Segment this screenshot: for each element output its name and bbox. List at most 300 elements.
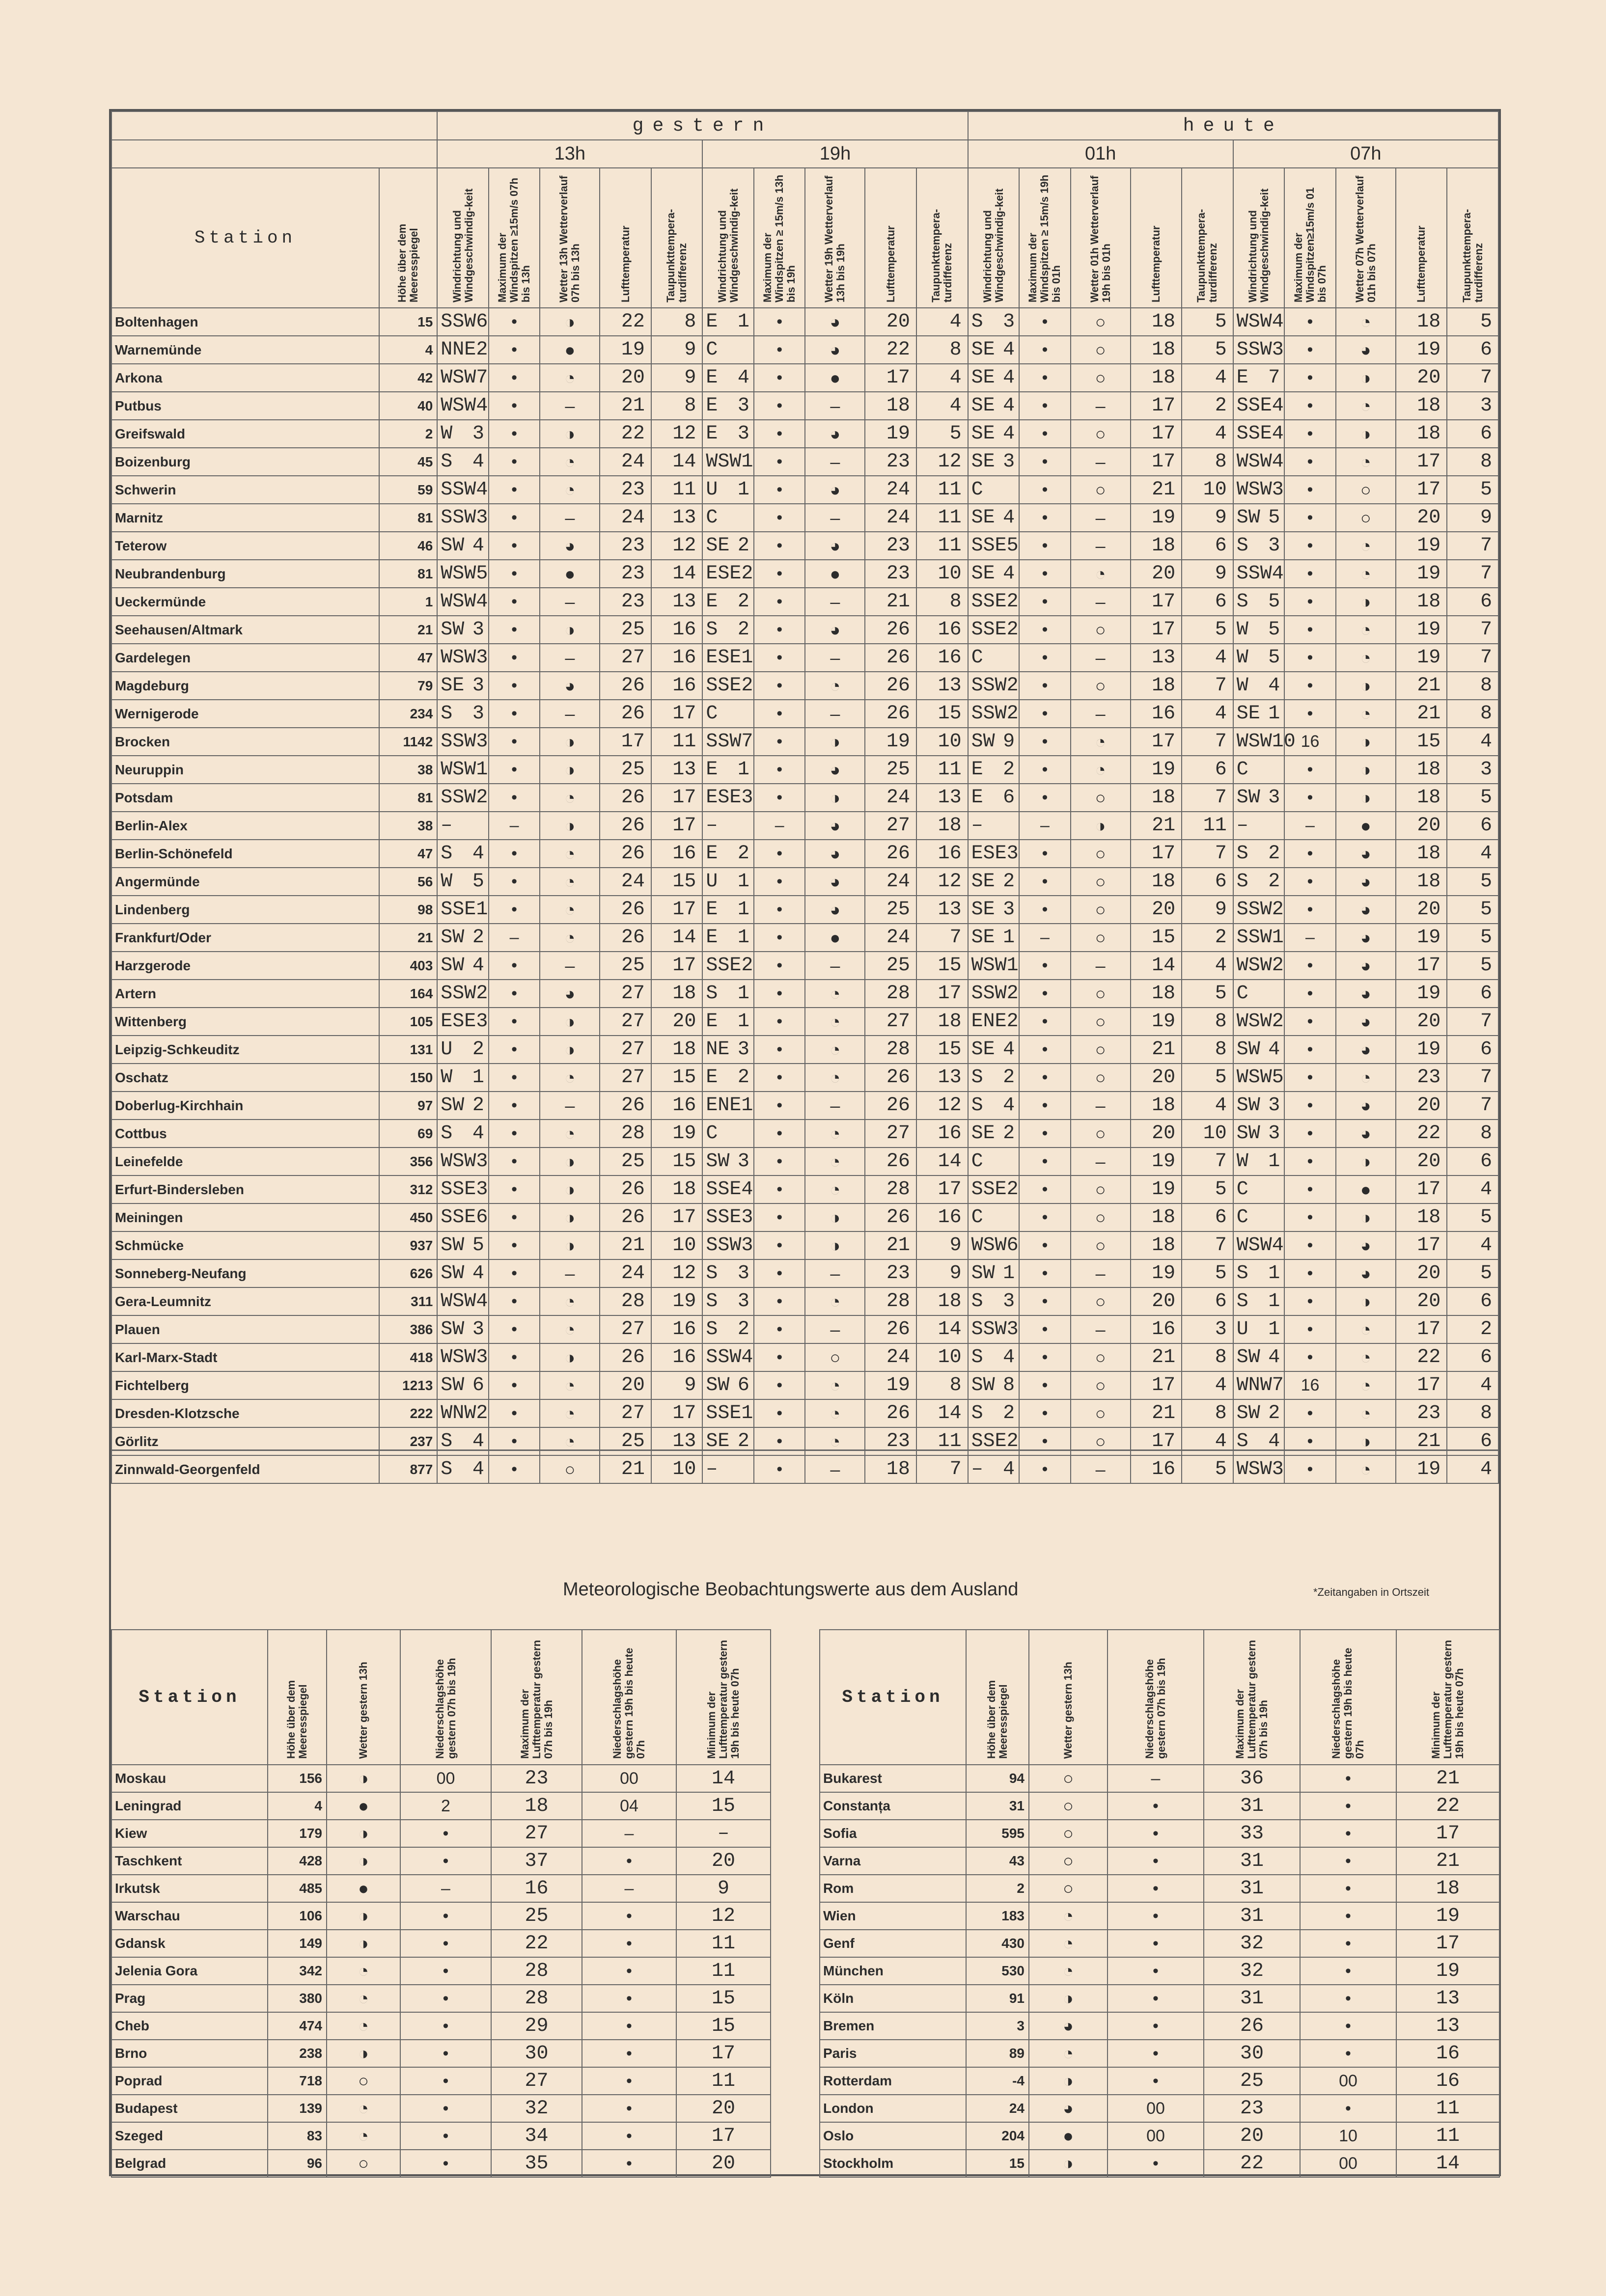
weather-symbol: ○ [1071,1175,1131,1203]
wind-values [703,731,753,753]
wind-speed: 3 [472,619,484,641]
foreign-weather: ● [327,1875,400,1902]
gust-value: • [489,1259,540,1287]
wind-values [703,507,753,529]
wind-direction: SSE [1236,423,1272,445]
foreign-row [820,1765,1499,1792]
col-header-gust07-3 [1284,168,1336,308]
section-divider [111,1449,1499,1451]
wind-values [438,1374,488,1396]
wind-direction: SW [1236,1039,1260,1061]
weather-symbol: ◔ [1336,616,1396,644]
foreign-precip-night: • [1300,1820,1396,1847]
wind-cell [437,840,489,868]
wind-cell [1233,924,1285,952]
station-name: Leinefelde [111,1148,379,1175]
foreign-station: Belgrad [111,2150,268,2177]
wind-values [438,759,488,781]
wind-direction: WSW [1236,955,1272,977]
gust-value: • [489,308,540,336]
wind-cell [702,336,754,364]
foreign-station: Constanța [820,1792,966,1820]
gust-value: • [754,1175,805,1203]
foreign-tmin: 11 [676,2067,771,2095]
dewpoint-difference: 5 [1447,952,1498,980]
wind-cell [437,672,489,700]
wind-values [438,675,488,697]
weather-symbol: ◑ [540,812,600,840]
air-temperature: 28 [865,1175,916,1203]
gust-value: • [1284,756,1336,784]
foreign-station: Jelenia Gora [111,1957,268,1985]
foreign-precip-day: 2 [400,1792,491,1820]
foreign-precip-night: • [1300,1985,1396,2012]
wind-cell [437,980,489,1008]
wind-speed: 4 [1272,563,1284,585]
gust-value: • [1019,896,1071,924]
wind-direction: W [1236,647,1248,669]
air-temperature: 23 [865,448,916,476]
wind-direction: C [971,479,983,501]
weather-symbol: ◕ [805,420,865,448]
air-temperature: 23 [865,1259,916,1287]
air-temperature: 19 [1396,924,1447,952]
foreign-row [111,1792,771,1820]
foreign-row [111,1847,771,1875]
wind-cell [1233,420,1285,448]
gust-value: • [1284,1036,1336,1064]
wind-speed: 1 [737,1011,749,1033]
station-row [111,1231,1498,1259]
weather-symbol: ◔ [1336,308,1396,336]
weather-symbol: ○ [1071,1231,1131,1259]
wind-direction: E [971,787,983,809]
wind-cell [968,1092,1020,1120]
dewpoint-difference: 6 [1447,336,1498,364]
wind-direction: S [706,1262,718,1285]
dewpoint-difference: 5 [1447,784,1498,812]
wind-cell [968,1008,1020,1036]
gust-value: • [1284,1120,1336,1148]
foreign-height: 179 [268,1820,327,1847]
wind-cell [702,1203,754,1231]
wind-direction: S [1236,591,1248,613]
air-temperature: 15 [1131,924,1182,952]
air-temperature: 21 [1131,1343,1182,1371]
col-header-wind-2 [968,168,1020,308]
wind-direction: SW [441,535,465,557]
weather-symbol: ◔ [1336,1315,1396,1343]
gust-value: • [1019,868,1071,896]
wind-cell [968,924,1020,952]
wind-values [1234,1122,1284,1145]
gust-value: • [1019,560,1071,588]
gust-value: • [1019,1427,1071,1455]
col-header-temp-1-text: Lufttemperatur [884,225,897,302]
weather-symbol: ◑ [540,1008,600,1036]
dewpoint-difference: 2 [1182,392,1233,420]
station-name: Arkona [111,364,379,392]
time-13h: 13h [437,140,702,168]
station-row [111,364,1498,392]
dewpoint-difference: 10 [916,728,968,756]
wind-values [969,1290,1019,1312]
foreign-tmin: 11 [1396,2095,1499,2122]
foreign-precip-day: • [400,2150,491,2177]
weather-symbol: ◔ [540,1315,600,1343]
wind-cell [437,504,489,532]
station-height: 15 [379,308,437,336]
air-temperature: 26 [600,1175,651,1203]
foreign-precip-night: • [582,2122,676,2150]
wind-cell [1233,532,1285,560]
wind-values [969,1011,1019,1033]
wind-values [438,1346,488,1368]
wind-direction: SE [971,367,995,389]
weather-symbol: ◔ [540,448,600,476]
air-temperature: 26 [865,840,916,868]
air-temperature: 18 [1396,1203,1447,1231]
gust-value: • [754,308,805,336]
foreign-tmin: 16 [1396,2067,1499,2095]
wind-values [438,703,488,725]
col-header-gust13-0-text: Maximum der Windspitzen ≥15m/s 07h bis 13h [496,177,532,302]
gust-value: • [1284,336,1336,364]
wind-values [1234,619,1284,641]
weather-symbol: ○ [1071,1399,1131,1427]
dewpoint-difference: 16 [651,616,703,644]
foreign-precip-night: • [1300,1765,1396,1792]
col-header-weather19-1 [805,168,865,308]
wind-cell [437,308,489,336]
wind-values [969,451,1019,473]
wind-cell [702,1175,754,1203]
col-header-weather01-2-text: Wetter 01h Wetterverlauf 19h bis 01h [1088,175,1112,302]
station-height: 1 [379,588,437,616]
wind-speed: 2 [1006,591,1019,613]
dewpoint-difference: 8 [916,336,968,364]
wind-speed: 4 [1003,423,1015,445]
wind-cell [702,588,754,616]
station-name: Schmücke [111,1231,379,1259]
wind-speed: 2 [737,535,749,557]
wind-direction: SW [1236,1346,1260,1368]
wind-cell [702,952,754,980]
wind-direction: C [971,1150,983,1173]
dewpoint-difference: 4 [1447,840,1498,868]
wind-speed: 4 [472,1262,484,1285]
wind-direction: SSW [1236,339,1272,361]
air-temperature: 19 [1396,644,1447,672]
wind-direction: E [1236,367,1248,389]
wind-direction: E [706,367,718,389]
foreign-station: Szeged [111,2122,268,2150]
foreign-tmin: 17 [1396,1930,1499,1957]
foreign-tmin: 9 [676,1875,771,1902]
wind-speed: 3 [1003,451,1015,473]
weather-symbol: ◑ [1336,672,1396,700]
weather-symbol: ◔ [805,1036,865,1064]
station-name: Brocken [111,728,379,756]
gust-value: • [1019,644,1071,672]
foreign-tmin: 22 [1396,1792,1499,1820]
wind-values [438,1094,488,1117]
wind-speed: 5 [1268,591,1280,613]
weather-symbol: ◔ [540,1287,600,1315]
gust-value: • [1019,840,1071,868]
foreign-station: Oslo [820,2122,966,2150]
wind-speed: 1 [737,927,749,949]
air-temperature: 24 [865,924,916,952]
wind-values [703,1458,753,1480]
wind-speed: 3 [476,1346,488,1368]
air-temperature: 21 [865,1231,916,1259]
wind-direction: WNW [441,1402,476,1424]
wind-direction: SSW [441,787,476,809]
wind-direction: WSW [441,563,476,585]
wind-direction: SW [1236,1122,1260,1145]
wind-values [1234,479,1284,501]
col-header-wind-1-text: Windrichtung und Windgeschwindig-keit [716,188,740,302]
wind-direction: NE [706,1039,730,1061]
gust-value: • [489,1231,540,1259]
foreign-row [820,1820,1499,1847]
wind-speed: 2 [1006,1430,1019,1452]
wind-speed: 3 [472,423,484,445]
dewpoint-difference: 7 [1182,1148,1233,1175]
wind-values [969,367,1019,389]
wind-direction: W [1236,675,1248,697]
weather-symbol: ○ [1071,1287,1131,1315]
gust-value: • [1019,532,1071,560]
col-header-wind-0 [437,168,489,308]
wind-direction: SE [971,1039,995,1061]
wind-values [438,1066,488,1089]
wind-cell [702,364,754,392]
station-row [111,392,1498,420]
foreign-precip-night: • [582,1957,676,1985]
wind-cell [968,980,1020,1008]
dewpoint-difference: 11 [651,476,703,504]
gust-value: • [754,840,805,868]
foreign-station: Rotterdam [820,2067,966,2095]
gust-value: • [1284,504,1336,532]
gust-value: • [489,1092,540,1120]
weather-symbol: – [805,1259,865,1287]
dewpoint-difference: 5 [1447,1259,1498,1287]
weather-symbol: ◔ [540,1120,600,1148]
weather-symbol: ◕ [805,616,865,644]
weather-symbol: – [540,392,600,420]
wind-direction: S [441,843,453,865]
dewpoint-difference: 13 [651,1427,703,1455]
air-temperature: 18 [1131,364,1182,392]
wind-values [1234,731,1296,753]
weather-symbol: ◕ [1336,896,1396,924]
foreign-precip-day: • [1108,1792,1204,1820]
foreign-precip-night: • [1300,1957,1396,1985]
station-height: 69 [379,1120,437,1148]
foreign-left-header-height-text: Höhe über dem Meeresspiegel [285,1680,309,1759]
weather-symbol: ○ [1071,476,1131,504]
gust-value: • [1019,616,1071,644]
station-row [111,1203,1498,1231]
foreign-height: 2 [966,1875,1029,1902]
foreign-precip-day: • [1108,1930,1204,1957]
foreign-tmin: 17 [1396,1820,1499,1847]
gust-value: • [1019,504,1071,532]
weather-symbol: ○ [1071,1371,1131,1399]
foreign-row [111,2150,771,2177]
col-header-wind-2-text: Windrichtung und Windgeschwindig-keit [981,188,1005,302]
foreign-height: 43 [966,1847,1029,1875]
dewpoint-difference: 5 [1182,308,1233,336]
station-row [111,1008,1498,1036]
weather-symbol: ◕ [1336,1092,1396,1120]
wind-direction: WSW [1236,1066,1272,1089]
gust-value: • [754,1064,805,1092]
wind-values [703,1234,753,1257]
gust-value: • [489,1203,540,1231]
gust-value: • [754,1203,805,1231]
foreign-station: Warschau [111,1902,268,1930]
wind-direction: E [706,843,718,865]
foreign-note: *Zeitangaben in Ortszeit [1313,1586,1430,1598]
gust-value: • [1284,1427,1336,1455]
gust-value: – [489,812,540,840]
station-height: 164 [379,980,437,1008]
station-row [111,868,1498,896]
foreign-height: 342 [268,1957,327,1985]
air-temperature: 22 [865,336,916,364]
col-header-dew-1-text: Taupunkttempera-turdifferenz [930,209,954,302]
weather-symbol: ○ [1071,784,1131,812]
wind-speed: 1 [741,451,753,473]
wind-cell [968,308,1020,336]
col-header-dew-2-text: Taupunkttempera-turdifferenz [1195,209,1219,302]
wind-speed: 2 [741,955,753,977]
wind-direction: SSW [706,1346,742,1368]
station-name: Doberlug-Kirchhain [111,1092,379,1120]
wind-cell [1233,868,1285,896]
wind-direction: C [706,703,718,725]
weather-symbol: ○ [540,1455,600,1483]
wind-speed: 4 [472,1122,484,1145]
station-height: 46 [379,532,437,560]
wind-direction: SW [441,1318,465,1340]
dewpoint-difference: 4 [1182,364,1233,392]
wind-values [1234,1458,1284,1480]
station-name: Magdeburg [111,672,379,700]
weather-symbol: ◑ [1336,1427,1396,1455]
air-temperature: 15 [1396,728,1447,756]
foreign-height: 530 [966,1957,1029,1985]
gust-value: • [489,1120,540,1148]
station-row [111,812,1498,840]
wind-values [1234,1066,1284,1089]
station-height: 386 [379,1315,437,1343]
height-header [379,168,437,308]
wind-speed: 4 [472,451,484,473]
wind-cell [702,728,754,756]
wind-speed: 1 [1268,1262,1280,1285]
foreign-precip-day: – [400,1875,491,1902]
wind-cell [968,1259,1020,1287]
weather-symbol: ◕ [1336,1008,1396,1036]
wind-cell [1233,1036,1285,1064]
dewpoint-difference: 12 [651,1259,703,1287]
foreign-height: 156 [268,1765,327,1792]
wind-direction: WSW [441,395,476,417]
air-temperature: 20 [1131,1120,1182,1148]
dewpoint-difference: 16 [916,644,968,672]
wind-values [703,1374,753,1396]
weather-symbol: ◔ [540,868,600,896]
wind-speed: 5 [1268,619,1280,641]
station-name: Artern [111,980,379,1008]
wind-speed: 4 [1272,311,1284,333]
dewpoint-difference: 18 [651,1036,703,1064]
station-height: 45 [379,448,437,476]
weather-symbol: ○ [1071,1427,1131,1455]
wind-values [969,983,1019,1005]
air-temperature: 17 [1131,616,1182,644]
air-temperature: 24 [865,476,916,504]
dewpoint-difference: 3 [1447,392,1498,420]
wind-values [438,899,488,921]
wind-direction: C [1236,1178,1248,1201]
wind-values [438,731,488,753]
wind-direction: S [706,1318,718,1340]
foreign-row [111,2122,771,2150]
air-temperature: 21 [1131,812,1182,840]
station-name: Berlin-Alex [111,812,379,840]
station-name: Seehausen/Altmark [111,616,379,644]
weather-symbol: ○ [1071,364,1131,392]
foreign-height: 204 [966,2122,1029,2150]
weather-symbol: ○ [1071,1008,1131,1036]
weather-symbol: ◑ [805,1231,865,1259]
gust-value: • [489,952,540,980]
air-temperature: 18 [1131,980,1182,1008]
wind-direction: W [1236,1150,1248,1173]
dewpoint-difference: 8 [1447,700,1498,728]
dewpoint-difference: 19 [651,1287,703,1315]
wind-cell [702,672,754,700]
foreign-precip-night: • [1300,1930,1396,1957]
dewpoint-difference: 6 [1447,1343,1498,1371]
gust-value: • [754,364,805,392]
weather-symbol: ◔ [540,896,600,924]
wind-cell [437,1231,489,1259]
gust-value: • [1019,756,1071,784]
weather-symbol: ◔ [1336,448,1396,476]
dewpoint-difference: 5 [1447,896,1498,924]
air-temperature: 18 [1131,1203,1182,1231]
wind-speed: 3 [737,395,749,417]
weather-symbol: ◕ [540,532,600,560]
foreign-tmax: 27 [491,1820,582,1847]
gust-value: • [1284,1259,1336,1287]
gust-value: • [489,392,540,420]
air-temperature: 25 [600,756,651,784]
col-header-dew-1 [916,168,968,308]
gust-value: • [1284,896,1336,924]
wind-speed: 2 [1003,1122,1015,1145]
wind-speed: 1 [737,479,749,501]
dewpoint-difference: 10 [916,560,968,588]
air-temperature: 19 [865,728,916,756]
